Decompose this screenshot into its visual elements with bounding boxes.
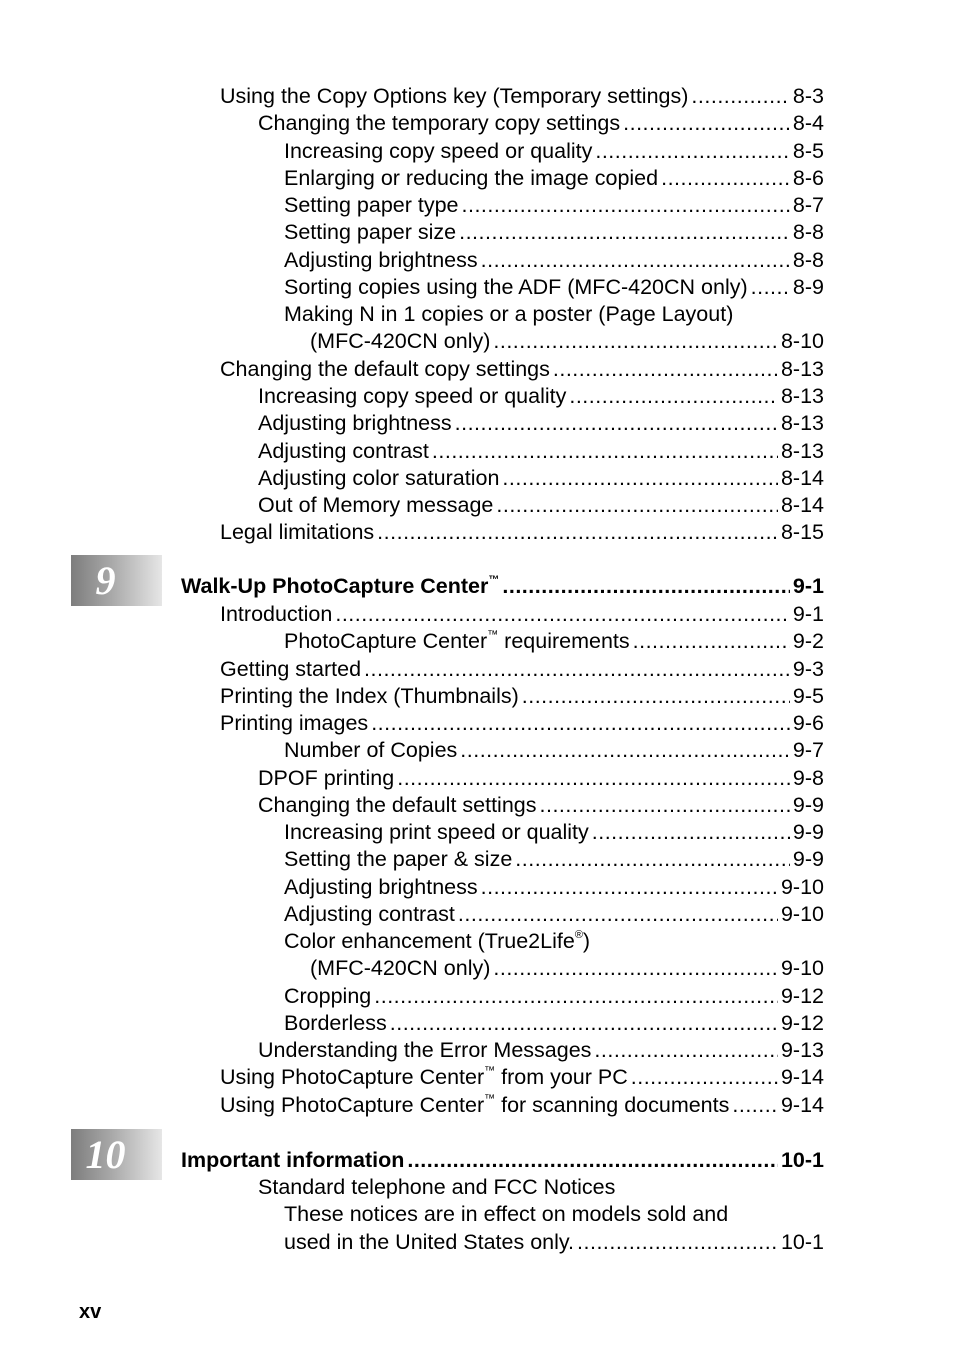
toc-entry[interactable] [284, 874, 824, 901]
toc-page-number: 8-5 [792, 139, 824, 163]
toc-entry[interactable] [284, 819, 824, 846]
leader-dots [460, 737, 790, 764]
toc-page-number: 8-6 [792, 166, 824, 190]
toc-entry-title: Making N in 1 copies or a poster (Page Layout) [284, 302, 734, 326]
toc-page-number: 8-8 [792, 248, 824, 272]
toc-entry[interactable] [258, 1174, 824, 1201]
toc-entry-title: Enlarging or reducing the image copied [284, 166, 659, 190]
toc-page-number: 9-6 [792, 711, 824, 735]
leader-dots [455, 410, 778, 437]
toc-entry[interactable] [258, 792, 824, 819]
toc-entry-title: DPOF printing [258, 766, 395, 790]
toc-entry[interactable] [220, 83, 824, 110]
toc-page-number: 9-10 [780, 875, 824, 899]
toc-entry-title: Increasing copy speed or quality [258, 384, 567, 408]
leader-dots [374, 983, 778, 1010]
leader-dots [522, 683, 790, 710]
toc-entry[interactable] [220, 1064, 824, 1091]
toc-entry-title: Using the Copy Options key (Temporary settings) [220, 84, 689, 108]
toc-page-number: 9-12 [780, 984, 824, 1008]
toc-entry[interactable] [284, 628, 824, 655]
toc-entry[interactable] [310, 328, 824, 355]
toc-page-number: 9-10 [780, 902, 824, 926]
leader-dots [594, 1037, 778, 1064]
toc-entry[interactable] [220, 1092, 824, 1119]
toc-page-number: 9-7 [792, 738, 824, 762]
toc-entry[interactable] [258, 765, 824, 792]
toc-entry[interactable] [220, 710, 824, 737]
toc-page-number: 9-14 [780, 1065, 824, 1089]
toc-entry-title: Adjusting brightness [258, 411, 452, 435]
toc-entry[interactable] [258, 410, 824, 437]
toc-entry-title: Setting the paper & size [284, 847, 513, 871]
toc-page-number: 8-15 [780, 520, 824, 544]
toc-entry[interactable] [284, 274, 824, 301]
toc-page-number: 9-1 [792, 574, 824, 598]
leader-dots [595, 138, 790, 165]
toc-entry[interactable] [284, 737, 824, 764]
leader-dots [397, 765, 790, 792]
toc-entry-title: Adjusting brightness [284, 875, 478, 899]
toc-page-number: 8-14 [780, 493, 824, 517]
leader-dots [502, 465, 778, 492]
toc-page-number: 8-4 [792, 111, 824, 135]
toc-page-number: 8-7 [792, 193, 824, 217]
toc-entry[interactable] [220, 519, 824, 546]
toc-page-number: 8-10 [780, 329, 824, 353]
toc-entry[interactable] [284, 1010, 824, 1037]
leader-dots [493, 955, 778, 982]
toc-entry-title: Sorting copies using the ADF (MFC-420CN only) [284, 275, 748, 299]
toc-entry-title: Walk-Up PhotoCapture Center™ [181, 573, 500, 598]
leader-dots [371, 710, 790, 737]
toc-entry[interactable] [258, 110, 824, 137]
toc-entry-title: Increasing copy speed or quality [284, 139, 593, 163]
toc-entry-title: Number of Copies [284, 738, 458, 762]
toc-entry-title: Adjusting contrast [258, 439, 429, 463]
toc-entry-title: Adjusting brightness [284, 248, 478, 272]
leader-dots [364, 656, 790, 683]
leader-dots [661, 165, 790, 192]
leader-dots [432, 438, 778, 465]
toc-entry-title: Cropping [284, 984, 372, 1008]
toc-entry-title: Getting started [220, 657, 362, 681]
toc-entry-title: Standard telephone and FCC Notices [258, 1175, 616, 1199]
leader-dots [458, 901, 778, 928]
toc-page-number: 9-9 [792, 847, 824, 871]
leader-dots [751, 274, 790, 301]
leader-dots [481, 874, 778, 901]
toc-entry-title: Printing the Index (Thumbnails) [220, 684, 519, 708]
leader-dots [577, 1229, 778, 1256]
toc-entry-title: These notices are in effect on models sold and [284, 1202, 729, 1226]
toc-page-number: 10-1 [780, 1148, 824, 1172]
toc-chapter-entry[interactable] [181, 1147, 824, 1174]
toc-entry-title: Out of Memory message [258, 493, 494, 517]
leader-dots [691, 83, 790, 110]
toc-entry[interactable] [284, 846, 824, 873]
toc-entry[interactable] [220, 656, 824, 683]
toc-entry[interactable] [284, 983, 824, 1010]
toc-page-number: 9-14 [780, 1093, 824, 1117]
toc-entry-title: Using PhotoCapture Center™ from your PC [220, 1064, 628, 1089]
toc-page-number: 8-3 [792, 84, 824, 108]
toc-entry-title: Adjusting color saturation [258, 466, 500, 490]
toc-entry[interactable] [310, 955, 824, 982]
toc-entry-title: Setting paper size [284, 220, 457, 244]
toc-entry-title: PhotoCapture Center™ requirements [284, 628, 630, 653]
toc-entry[interactable] [284, 247, 824, 274]
toc-entry[interactable] [258, 1037, 824, 1064]
toc-page-number: 9-13 [780, 1038, 824, 1062]
toc-page-number: 9-5 [792, 684, 824, 708]
toc-entry[interactable] [284, 138, 824, 165]
toc-entry[interactable] [284, 1229, 824, 1256]
toc-page-number: 8-13 [780, 357, 824, 381]
toc-entry-title: Introduction [220, 602, 333, 626]
leader-dots [377, 519, 778, 546]
toc-page-number: 9-1 [792, 602, 824, 626]
leader-dots [732, 1092, 778, 1119]
leader-dots [515, 846, 790, 873]
toc-entry-title: (MFC-420CN only) [310, 956, 491, 980]
toc-page-number: 9-12 [780, 1011, 824, 1035]
chapter-number: 9 [95, 558, 116, 603]
toc-entry[interactable] [284, 901, 824, 928]
toc-page-number: 9-2 [792, 629, 824, 653]
toc-page-number: 9-8 [792, 766, 824, 790]
toc-entry-title: Changing the default settings [258, 793, 537, 817]
toc-entry[interactable] [220, 683, 824, 710]
toc-entry[interactable] [284, 165, 824, 192]
toc-entry-title: Increasing print speed or quality [284, 820, 589, 844]
leader-dots [459, 219, 790, 246]
toc-entry[interactable] [258, 492, 824, 519]
leader-dots [407, 1147, 778, 1174]
leader-dots [481, 247, 790, 274]
toc-page-number: 8-9 [792, 275, 824, 299]
leader-dots [592, 819, 790, 846]
toc-entry[interactable] [220, 601, 824, 628]
leader-dots [390, 1010, 778, 1037]
toc-page-number: 9-9 [792, 820, 824, 844]
toc-entry[interactable] [284, 301, 824, 328]
toc-page-number: 8-13 [780, 411, 824, 435]
toc-entry-title: Changing the default copy settings [220, 357, 550, 381]
toc-entry-title: Printing images [220, 711, 369, 735]
toc-entry[interactable] [258, 383, 824, 410]
leader-dots [623, 110, 790, 137]
toc-page-number: 9-3 [792, 657, 824, 681]
toc-entry-title: Setting paper type [284, 193, 459, 217]
toc-page-number: 9-10 [780, 956, 824, 980]
toc-entry-title: used in the United States only. [284, 1230, 575, 1254]
toc-entry[interactable] [220, 356, 824, 383]
toc-page-number: 8-8 [792, 220, 824, 244]
toc-entry-title: Adjusting contrast [284, 902, 455, 926]
leader-dots [335, 601, 790, 628]
leader-dots [569, 383, 778, 410]
leader-dots [633, 628, 790, 655]
footer-page-number: xv [79, 1301, 102, 1323]
toc-entry[interactable] [284, 1201, 824, 1228]
toc-entry[interactable] [258, 438, 824, 465]
toc-entry-title: Understanding the Error Messages [258, 1038, 592, 1062]
leader-dots [540, 792, 790, 819]
toc-entry-title: Legal limitations [220, 520, 375, 544]
leader-dots [462, 192, 790, 219]
toc-entry-title: Important information [181, 1148, 405, 1172]
toc-page-number: 9-9 [792, 793, 824, 817]
toc-chapter-entry[interactable] [181, 573, 824, 600]
toc-entry-title: Changing the temporary copy settings [258, 111, 621, 135]
toc-entry[interactable] [284, 192, 824, 219]
toc-entry[interactable] [284, 219, 824, 246]
toc-page-number: 8-13 [780, 439, 824, 463]
leader-dots [631, 1064, 778, 1091]
toc-page-number: 8-14 [780, 466, 824, 490]
toc-entry[interactable] [258, 465, 824, 492]
toc-entry-title: (MFC-420CN only) [310, 329, 491, 353]
toc-entry-title: Color enhancement (True2Life®) [284, 928, 591, 953]
leader-dots [493, 328, 778, 355]
leader-dots [553, 356, 778, 383]
toc-entry-title: Borderless [284, 1011, 387, 1035]
chapter-tab-10 [71, 1129, 162, 1180]
leader-dots [496, 492, 778, 519]
toc-page-number: 10-1 [780, 1230, 824, 1254]
chapter-number: 10 [85, 1132, 126, 1177]
chapter-tab-9 [71, 555, 162, 606]
toc-page-number: 8-13 [780, 384, 824, 408]
toc-entry-title: Using PhotoCapture Center™ for scanning documents [220, 1092, 730, 1117]
leader-dots [502, 573, 790, 600]
toc-entry[interactable] [284, 928, 824, 955]
